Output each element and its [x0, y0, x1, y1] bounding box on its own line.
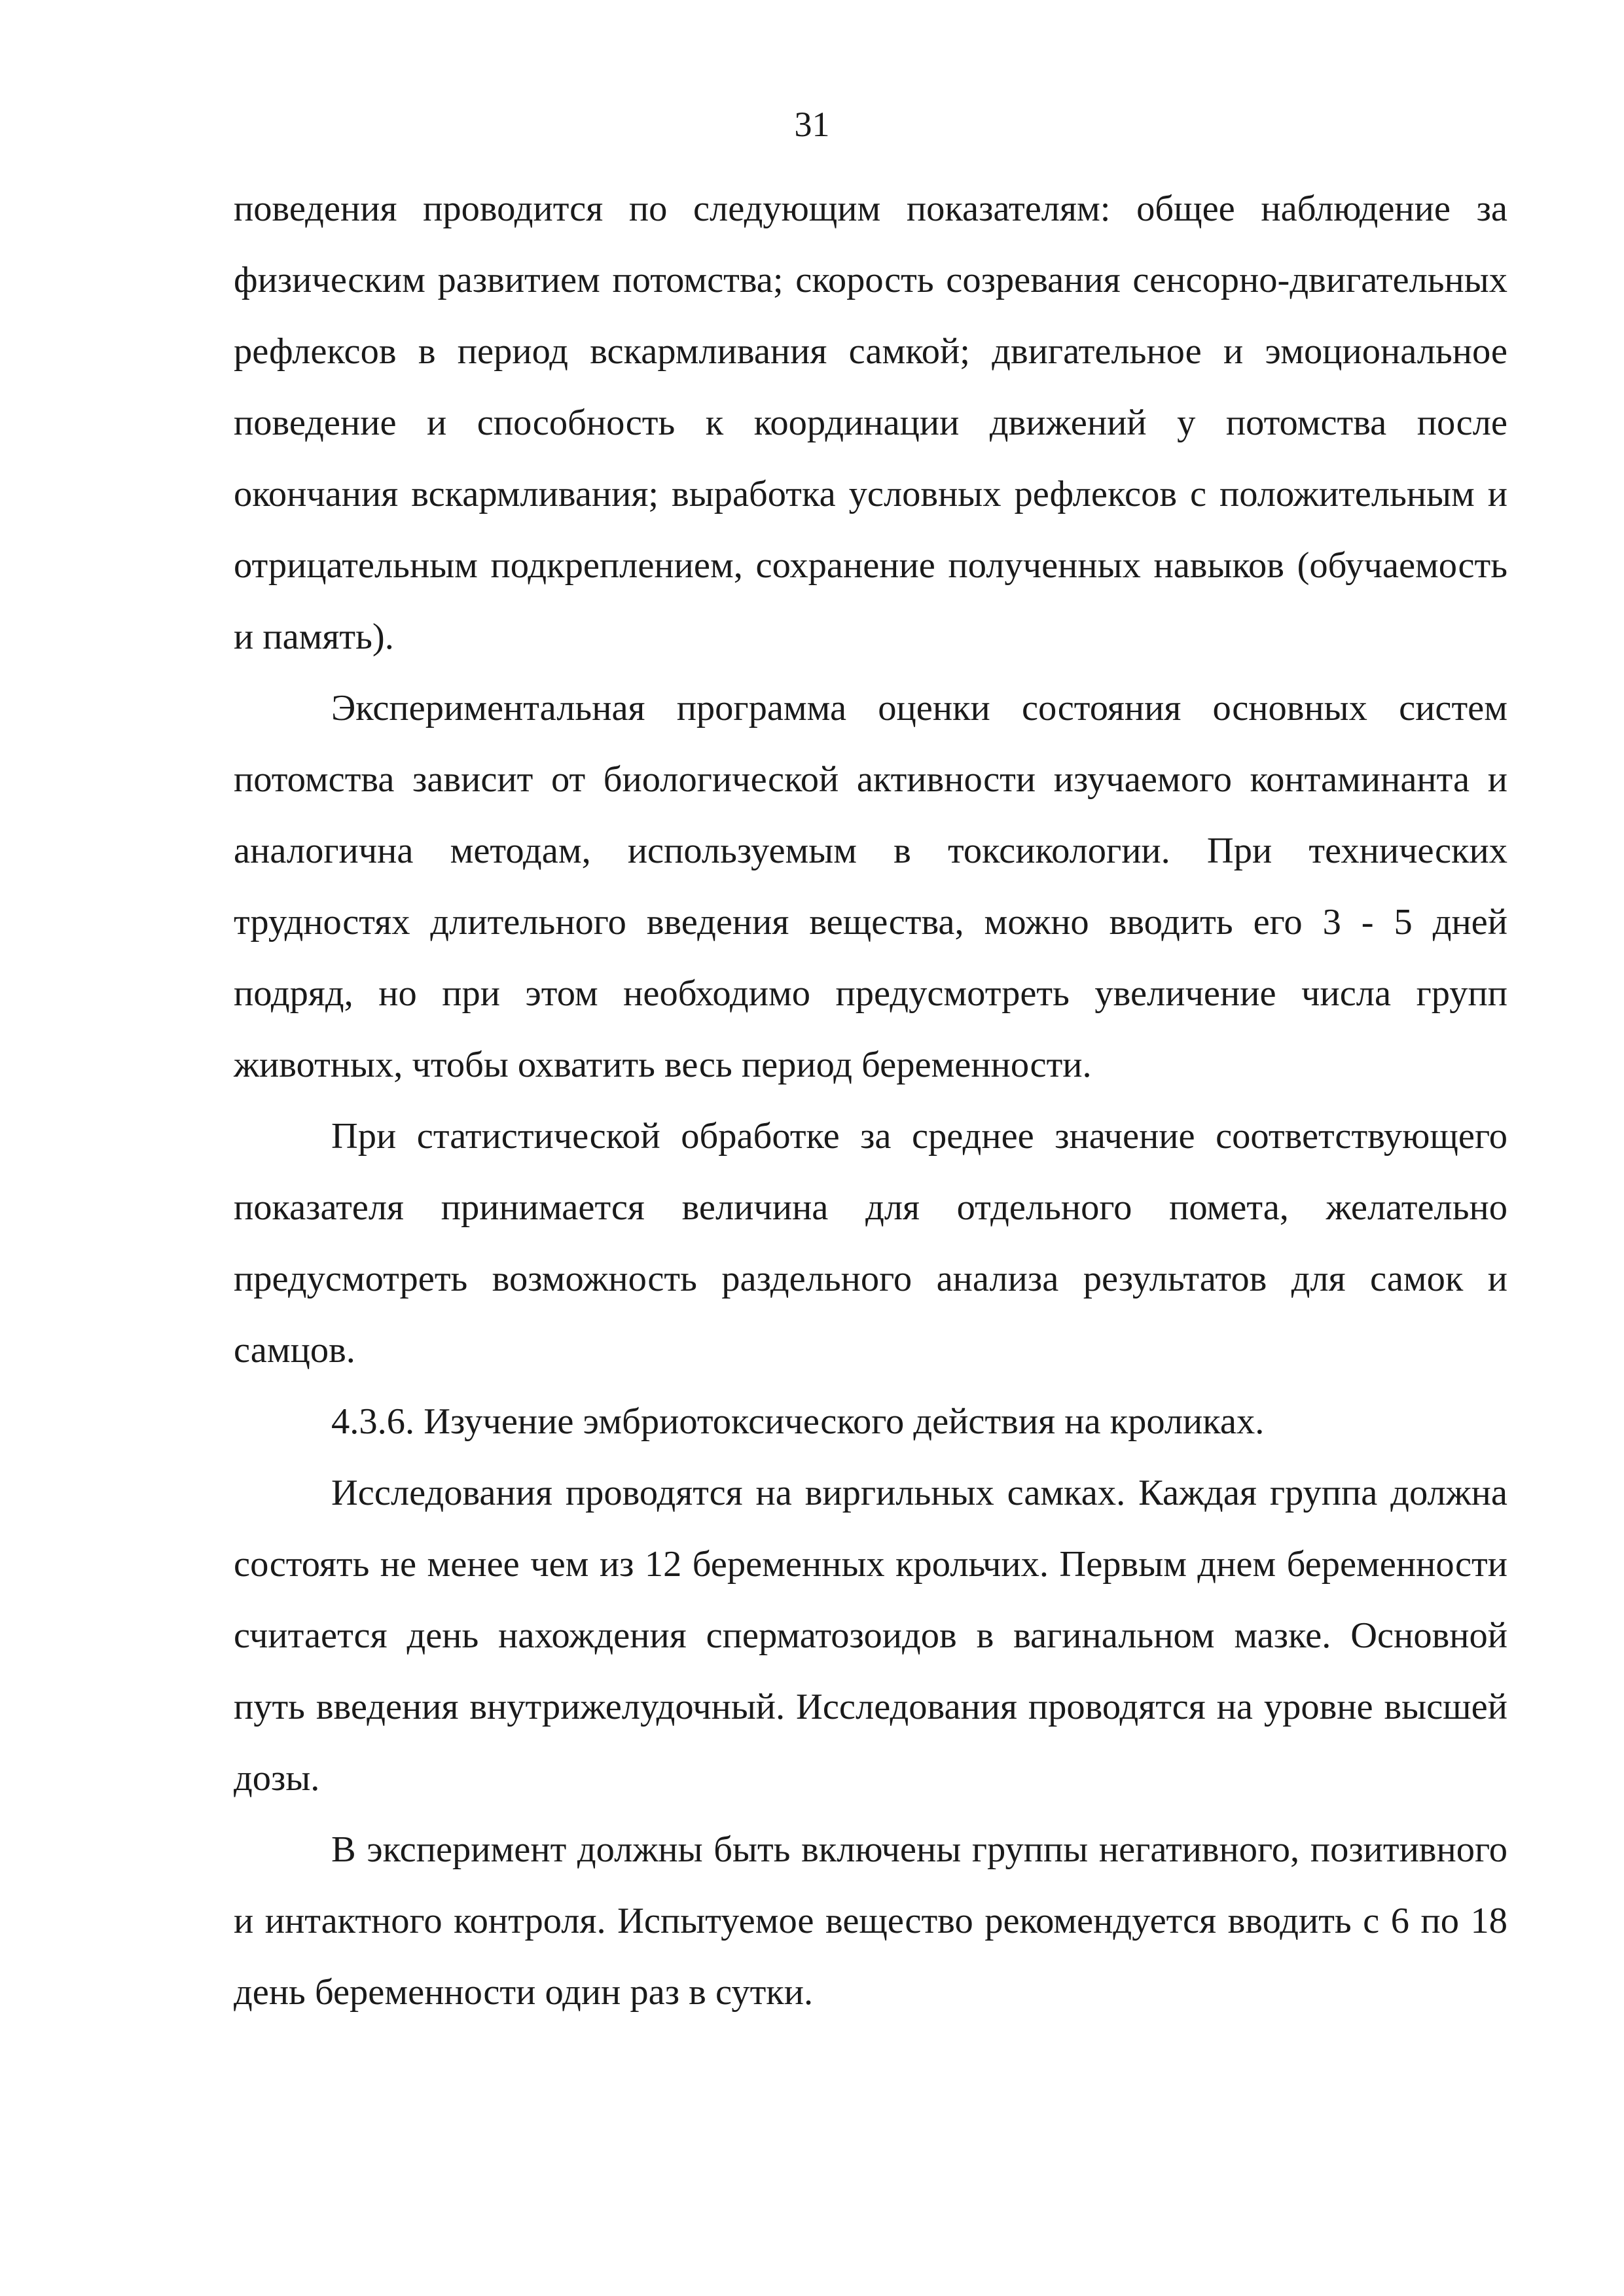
paragraph-experimental-program: Экспериментальная программа оценки состояния основных систем потомства зависит от биологической активности изучаемого контаминанта и аналогична методам, используемым в токсикологии. При технических трудностях длительного введения вещества, можно вводить его 3 - 5 дней подряд, но при этом необходимо предусмотреть увеличение числа групп животных, чтобы охватить весь период беременности. — [234, 688, 1507, 1085]
paragraph-behavior-indicators: поведения проводится по следующим показателям: общее наблюдение за физическим развитием потомства; скорость созревания сенсорно-двигательных рефлексов в период вскармливания самкой; двигательное и эмоциональное поведение и способность к координации движений у потомства после окончания вскармливания; выработка условных рефлексов с положительным и отрицательным подкреплением, сохранение полученных навыков (обучаемость и память). — [234, 188, 1507, 657]
paragraph-statistical-processing: При статистической обработке за среднее значение соответствующего показателя принимается величина для отдельного помета, желательно предусмотреть возможность раздельного анализа результатов для самок и самцов. — [234, 1116, 1507, 1371]
paragraph-rabbit-studies: Исследования проводятся на виргильных самках. Каждая группа должна состоять не менее чем из 12 беременных крольчих. Первым днем беременности считается день нахождения сперматозоидов в вагинальном мазке. Основной путь введения внутрижелудочный. Исследования проводятся на уровне высшей дозы. — [234, 1473, 1507, 1799]
section-heading-4-3-6: 4.3.6. Изучение эмбриотоксического действия на кроликах. — [331, 1401, 1265, 1442]
page-number: 31 — [794, 105, 830, 144]
body-text — [234, 173, 1507, 2028]
paragraph-control-groups: В эксперимент должны быть включены группы негативного, позитивного и интактного контроля. Испытуемое вещество рекомендуется вводить с 6 по 18 день беременности один раз в сутки. — [234, 1829, 1507, 2013]
